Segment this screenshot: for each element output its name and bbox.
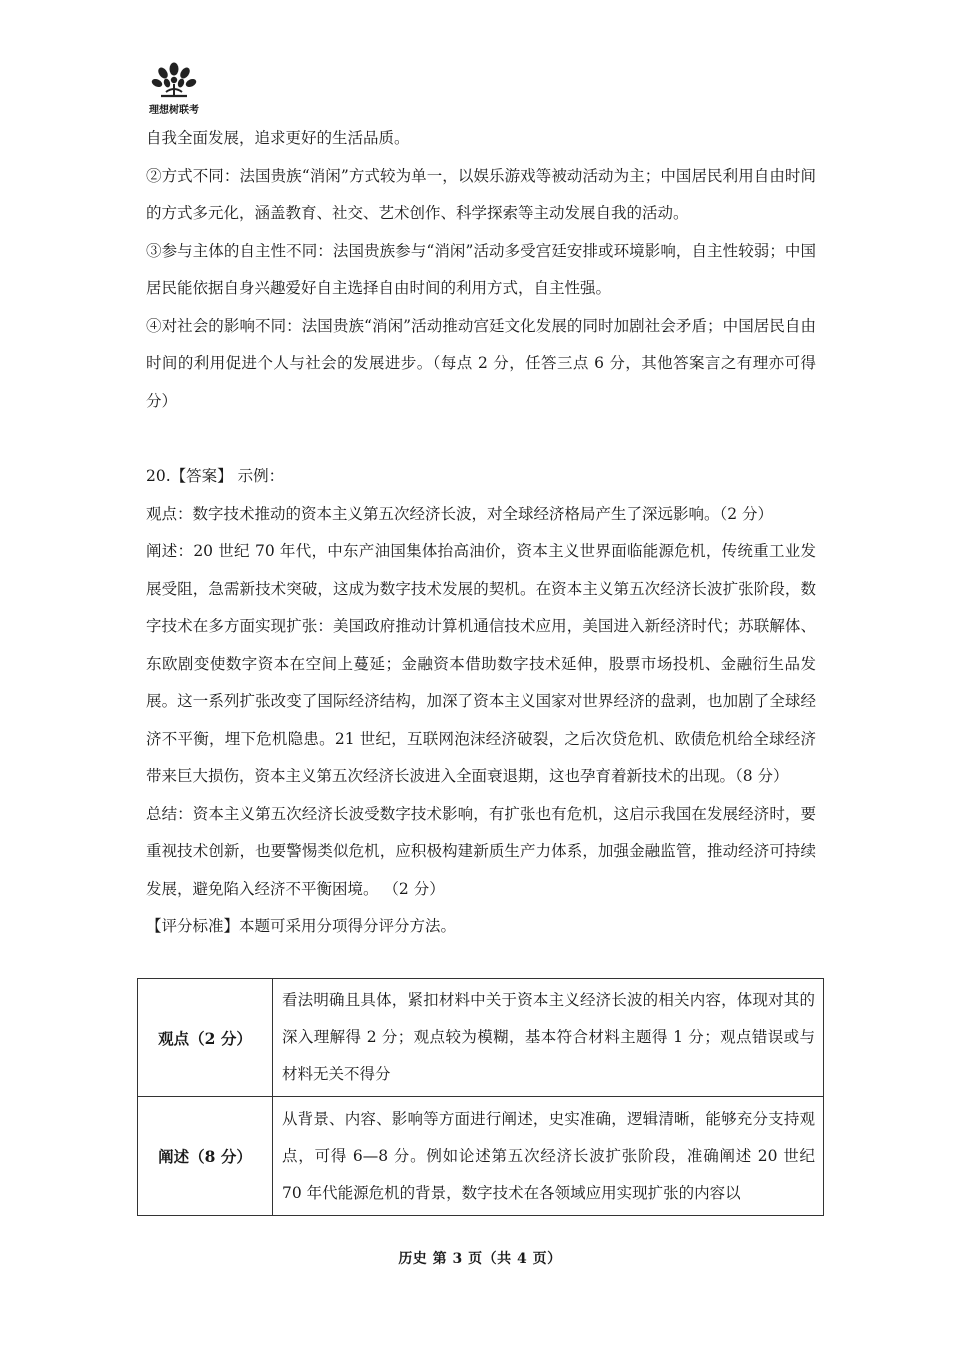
table-row-text: 从背景、内容、影响等方面进行阐述，史实准确，逻辑清晰，能够充分支持观点，可得 6—8 分。例如论述第五次经济长波扩张阶段，准确阐述 20 世纪 70 年代能源危机的背景，数字技术在各领域应用实现扩张的内容以 (273, 1097, 824, 1216)
table-row (138, 979, 824, 1097)
question-heading: 20.【答案】 示例： (146, 467, 285, 485)
table-row-label: 观点（2 分） (138, 979, 273, 1097)
table-row-text: 看法明确且具体，紧扣材料中关于资本主义经济长波的相关内容，体现对其的深入理解得 2 分；观点较为模糊，基本符合材料主题得 1 分；观点错误或与材料无关不得分 (273, 979, 824, 1097)
page-footer: 历史 第 3 页（共 4 页） (398, 1251, 562, 1267)
table-row-label: 阐述（8 分） (138, 1097, 273, 1216)
paragraph: 总结：资本主义第五次经济长波受数字技术影响，有扩张也有危机，这启示我国在发展经济时，要重视技术创新，也要警惕类似危机，应积极构建新质生产力体系，加强金融监管，推动经济可持续发展，避免陷入经济不平衡困境。 （2 分） (146, 804, 816, 898)
paragraph: 阐述：20 世纪 70 年代，中东产油国集体抬高油价，资本主义世界面临能源危机，传统重工业发展受阻，急需新技术突破，这成为数字技术发展的契机。在资本主义第五次经济长波扩张阶段，数字技术在多方面实现扩张：美国政府推动计算机通信技术应用，美国进入新经济时代；苏联解体、东欧剧变使数字资本在空间上蔓延；金融资本借助数字技术延伸，股票市场投机、金融衍生品发展。这一系列扩张改变了国际经济结构，加深了资本主义国家对世界经济的盘剥，也加剧了全球经济不平衡，埋下危机隐患。21 世纪，互联网泡沫经济破裂，之后次贷危机、欧债危机给全球经济带来巨大损伤，资本主义第五次经济长波进入全面衰退期，这也孕育着新技术的出现。（8 分） (146, 542, 816, 785)
scoring-heading: 【评分标准】本题可采用分项得分评分方法。 (146, 917, 457, 935)
table-row (138, 1097, 824, 1216)
paragraph: 观点：数字技术推动的资本主义第五次经济长波，对全球经济格局产生了深远影响。（2 分） (146, 504, 774, 523)
logo-text: 理想树联考 (149, 105, 199, 116)
logo (140, 62, 208, 116)
answer-content (146, 120, 816, 946)
paragraph: ②方式不同：法国贵族“消闲”方式较为单一，以娱乐游戏等被动活动为主；中国居民利用自由时间的方式多元化，涵盖教育、社交、艺术创作、科学探索等主动发展自我的活动。 (146, 166, 816, 222)
scoring-table (137, 978, 824, 1216)
paragraph: ③参与主体的自主性不同：法国贵族参与“消闲”活动多受宫廷安排或环境影响，自主性较弱；中国居民能依据自身兴趣爱好自主选择自由时间的利用方式，自主性强。 (146, 241, 816, 297)
paragraph: 自我全面发展，追求更好的生活品质。 (146, 129, 410, 147)
spacer (146, 420, 816, 458)
tree-logo-icon (151, 62, 197, 100)
paragraph: ④对社会的影响不同：法国贵族“消闲”活动推动宫廷文化发展的同时加剧社会矛盾；中国居民自由时间的利用促进个人与社会的发展进步。（每点 2 分，任答三点 6 分，其他答案言之有理亦可得分） (146, 316, 816, 410)
